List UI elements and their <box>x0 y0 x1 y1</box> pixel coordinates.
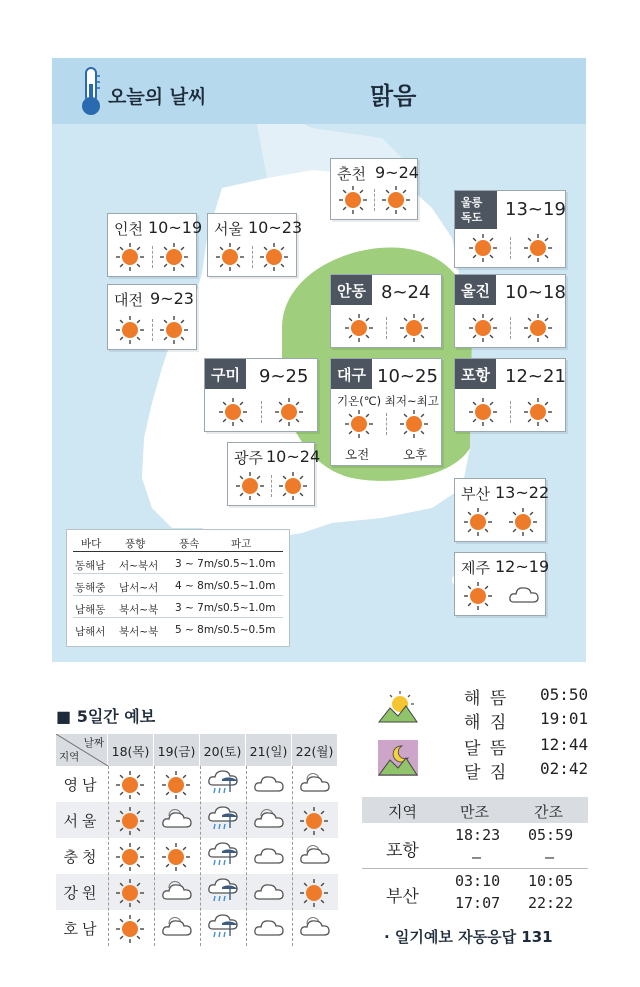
sun-icon <box>468 233 498 267</box>
sea-cell: 0.5~0.5m <box>223 624 276 636</box>
sun-icon <box>338 185 368 219</box>
partly-cloudy-icon <box>161 914 193 944</box>
forecast-day: 20(토) <box>200 734 246 766</box>
moonrise-time: 12:44 <box>540 735 589 754</box>
tide-high: 03:10 <box>455 872 501 890</box>
partly-cloudy-icon <box>299 914 331 944</box>
sun-icon <box>115 315 145 349</box>
city-temp: 10~18 <box>505 282 566 303</box>
rain-icon <box>207 876 241 912</box>
rain-icon <box>207 840 241 876</box>
thermometer-icon <box>78 66 104 116</box>
header-title: 오늘의 날씨 <box>108 86 207 108</box>
sun-icon <box>115 878 145 912</box>
grid-line <box>292 766 293 946</box>
city-tag: 울진 <box>455 275 496 305</box>
city-card-gumi <box>204 358 318 432</box>
city-card-daegu <box>330 358 442 466</box>
map-header <box>52 58 586 124</box>
city-temp: 10~24 <box>266 447 321 466</box>
city-temp: 9~23 <box>150 289 194 308</box>
footer-hotline: · 일기예보 자동응답 131 <box>384 928 553 946</box>
city-card-pohang <box>454 358 566 432</box>
cloud-icon <box>253 770 285 800</box>
sun-icon <box>381 185 411 219</box>
forecast-row <box>56 874 338 910</box>
table-row <box>73 598 283 618</box>
sea-cell: 북서~북 <box>119 626 159 638</box>
city-card-ulleung <box>454 190 566 268</box>
city-tag: 구미 <box>205 359 246 389</box>
sun-icon <box>523 233 553 267</box>
sun-icon <box>115 914 145 948</box>
forecast-row <box>56 910 338 946</box>
sun-icon <box>468 397 498 431</box>
rain-icon <box>207 912 241 948</box>
city-temp: 12~19 <box>495 557 550 576</box>
sunrise-time: 05:50 <box>540 685 589 704</box>
tide-divider <box>362 868 588 869</box>
partly-cloudy-icon <box>161 878 193 908</box>
sun-icon <box>115 842 145 876</box>
forecast-day: 19(금) <box>154 734 200 766</box>
sea-cell: 0.5~1.0m <box>223 558 276 570</box>
city-card-seoul <box>207 213 303 277</box>
sun-icon <box>299 806 329 840</box>
sea-header: 풍속 <box>179 538 200 550</box>
city-tag: 포항 <box>455 359 496 389</box>
forecast-day: 22(월) <box>292 734 338 766</box>
sea-cell: 동해중 <box>75 582 106 594</box>
tide-header <box>362 797 588 823</box>
city-name: 대전 <box>114 291 143 309</box>
tide-low: 05:59 <box>528 826 574 844</box>
temp-legend: 기온(℃) 최저~최고 <box>337 394 439 408</box>
rain-icon <box>207 804 241 840</box>
grid-line <box>200 766 201 946</box>
table-row <box>73 620 283 640</box>
cloud-icon <box>253 842 285 872</box>
forecast-day: 21(일) <box>246 734 292 766</box>
sun-icon <box>115 242 145 276</box>
sea-header-row <box>73 532 283 552</box>
city-tag: 안동 <box>331 275 372 305</box>
forecast-region: 강원 <box>63 884 101 902</box>
city-tag-line1: 울릉 <box>461 196 483 209</box>
sea-cell: 남해동 <box>75 604 106 616</box>
grid-line <box>108 766 109 946</box>
sea-header: 풍향 <box>125 538 146 550</box>
city-tag: 대구 <box>331 359 372 389</box>
forecast-row <box>56 766 338 802</box>
sun-icon <box>115 806 145 840</box>
cloud-icon <box>253 878 285 908</box>
city-tag <box>455 191 497 229</box>
table-row <box>73 554 283 574</box>
sea-cell: 3 ~ 7m/s <box>175 602 224 614</box>
forecast-title: ■ 5일간 예보 <box>56 707 156 726</box>
forecast-region: 충청 <box>63 848 101 866</box>
sun-icon <box>159 242 189 276</box>
forecast-region: 서울 <box>63 812 101 830</box>
partly-cloudy-icon <box>299 842 331 872</box>
sun-icon <box>299 878 329 912</box>
moonset-label: 달 짐 <box>464 763 509 783</box>
forecast-row <box>56 802 338 838</box>
pm-label: 오후 <box>403 447 428 462</box>
city-card-uljin <box>454 274 566 348</box>
tide-high: – <box>472 848 482 866</box>
partly-cloudy-icon <box>253 806 285 836</box>
partly-cloudy-icon <box>161 806 193 836</box>
city-temp: 8~24 <box>381 282 431 303</box>
grid-line <box>246 766 247 946</box>
forecast-grid <box>56 734 338 946</box>
sea-cell: 3 ~ 7m/s <box>175 558 224 570</box>
city-temp: 10~23 <box>248 218 303 237</box>
cloud-icon <box>508 581 540 611</box>
city-temp: 13~19 <box>505 199 566 220</box>
sun-moon-times <box>362 680 602 792</box>
forecast-row <box>56 838 338 874</box>
city-temp: 10~19 <box>148 218 203 237</box>
tide-header-region: 지역 <box>388 803 417 821</box>
moon-icon <box>378 740 418 776</box>
corner-top: 날짜 <box>83 737 104 749</box>
sea-cell: 남해서 <box>75 626 106 638</box>
city-temp: 12~21 <box>505 366 566 387</box>
city-card-daejeon <box>107 284 197 350</box>
sun-icon <box>463 581 493 615</box>
city-name: 춘천 <box>337 165 366 183</box>
sea-cell: 동해남 <box>75 560 106 572</box>
city-card-andong <box>330 274 442 348</box>
sun-icon <box>278 471 308 505</box>
forecast-corner <box>56 734 108 766</box>
tide-low: 22:22 <box>528 894 574 912</box>
tide-low: 10:05 <box>528 872 574 890</box>
city-temp: 9~24 <box>375 163 419 182</box>
tide-header-low: 간조 <box>534 803 563 821</box>
city-name: 제주 <box>461 559 490 577</box>
sunset-label: 해 짐 <box>464 713 509 733</box>
sun-icon <box>463 507 493 541</box>
corner-bottom: 지역 <box>59 751 80 763</box>
sun-icon <box>159 315 189 349</box>
city-name: 서울 <box>214 220 243 238</box>
grid-line <box>154 766 155 946</box>
sun-icon <box>161 770 191 804</box>
sea-cell: 0.5~1.0m <box>223 602 276 614</box>
am-label: 오전 <box>345 447 370 462</box>
sea-cell: 남서~서 <box>119 582 159 594</box>
sea-header: 바다 <box>81 538 102 550</box>
sunrise-label: 해 뜸 <box>464 689 509 709</box>
sun-icon <box>344 313 374 347</box>
sea-conditions-table <box>66 529 290 647</box>
sun-icon <box>508 507 538 541</box>
sea-header: 파고 <box>231 538 252 550</box>
city-temp: 13~22 <box>495 483 550 502</box>
sun-icon <box>218 397 248 431</box>
partly-cloudy-icon <box>299 770 331 800</box>
forecast-day: 18(목) <box>108 734 154 766</box>
sea-cell: 서~북서 <box>119 560 159 572</box>
city-temp: 10~25 <box>377 366 438 387</box>
sun-icon <box>259 242 289 276</box>
sun-icon <box>399 409 429 443</box>
sunrise-icon <box>378 690 418 724</box>
sun-icon <box>523 397 553 431</box>
sun-icon <box>215 242 245 276</box>
sea-cell: 북서~북 <box>119 604 159 616</box>
city-card-chuncheon <box>330 158 418 220</box>
sea-cell: 4 ~ 8m/s <box>175 580 224 592</box>
city-card-incheon <box>107 213 203 277</box>
sun-icon <box>468 313 498 347</box>
tide-high: 18:23 <box>455 826 501 844</box>
tide-low: – <box>545 848 555 866</box>
forecast-region: 영남 <box>63 776 101 794</box>
tide-header-high: 만조 <box>460 803 489 821</box>
sun-icon <box>115 770 145 804</box>
city-tag-line2: 독도 <box>461 211 483 224</box>
tide-city: 포항 <box>386 841 419 861</box>
city-name: 부산 <box>461 485 490 503</box>
tide-city: 부산 <box>386 887 419 907</box>
tide-high: 17:07 <box>455 894 501 912</box>
table-row <box>73 576 283 596</box>
sunset-time: 19:01 <box>540 709 589 728</box>
cloud-icon <box>253 914 285 944</box>
sun-icon <box>161 842 191 876</box>
sea-cell: 5 ~ 8m/s <box>175 624 224 636</box>
city-card-gwangju <box>227 442 321 506</box>
sea-cell: 0.5~1.0m <box>223 580 276 592</box>
header-condition: 맑음 <box>370 82 417 110</box>
city-temp: 9~25 <box>259 366 309 387</box>
sun-icon <box>235 471 265 505</box>
moonset-time: 02:42 <box>540 759 589 778</box>
sun-icon <box>344 409 374 443</box>
city-card-busan <box>454 478 550 542</box>
rain-icon <box>207 768 241 804</box>
forecast-region: 호남 <box>63 920 101 938</box>
moonrise-label: 달 뜸 <box>464 739 509 759</box>
city-name: 인천 <box>114 220 143 238</box>
city-card-jeju <box>454 552 550 616</box>
sun-icon <box>399 313 429 347</box>
sun-icon <box>523 313 553 347</box>
sun-icon <box>274 397 304 431</box>
city-name: 광주 <box>234 449 263 467</box>
